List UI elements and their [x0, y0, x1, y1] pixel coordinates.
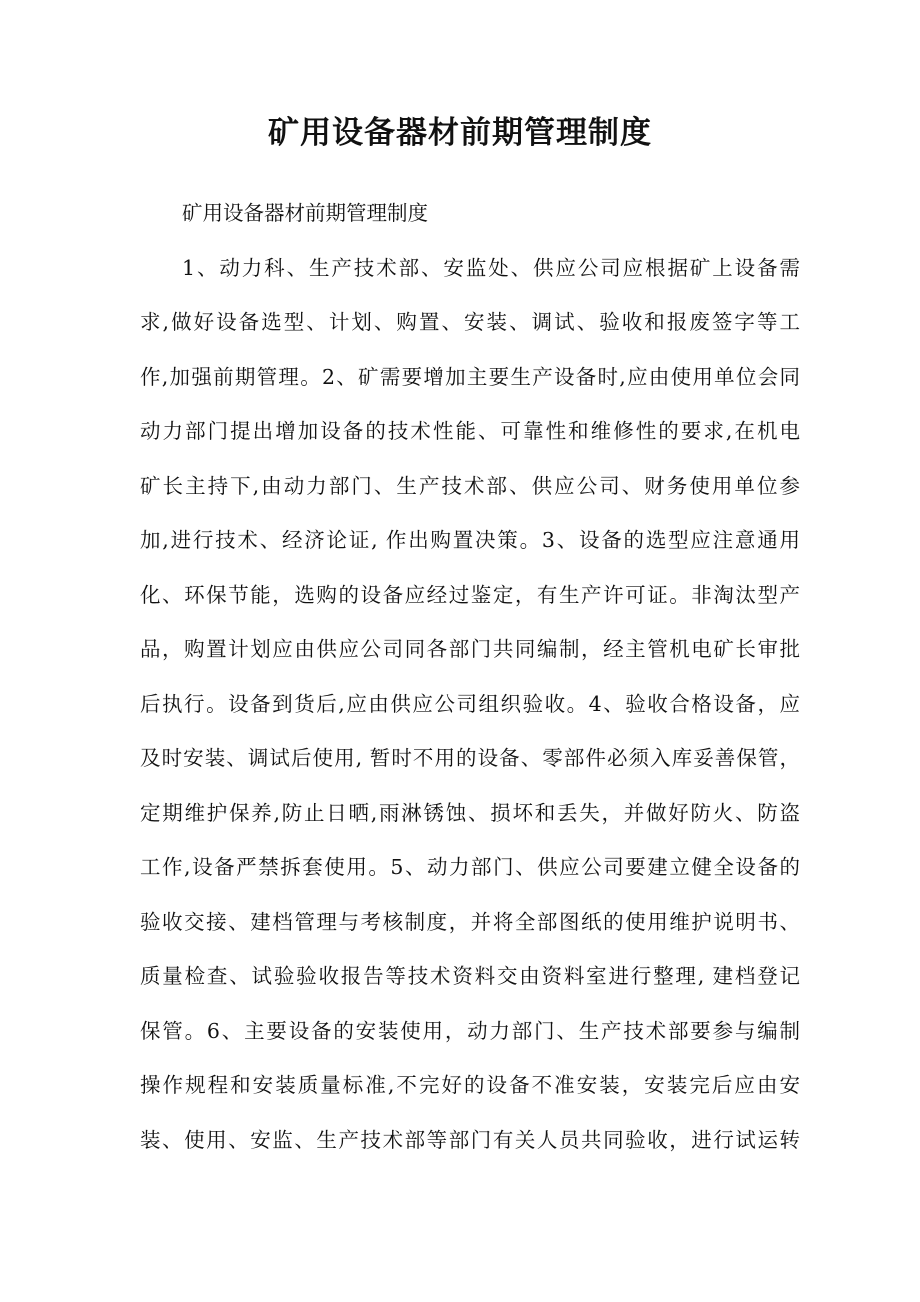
paragraph-line: 矿长主持下,由动力部门、生产技术部、供应公司、财务使用单位参: [140, 473, 800, 498]
paragraph-line: 作,加强前期管理。2、矿需要增加主要生产设备时,应由使用单位会同: [140, 364, 800, 389]
paragraph-line: 质量检查、试验验收报告等技术资料交由资料室进行整理, 建档登记: [140, 964, 800, 988]
paragraph-line: 化、环保节能，选购的设备应经过鉴定，有生产许可证。非淘汰型产: [140, 582, 800, 607]
paragraph-line: 求,做好设备选型、计划、购置、安装、调试、验收和报废签字等工: [140, 310, 800, 334]
paragraph-line: 动力部门提出增加设备的技术性能、可靠性和维修性的要求,在机电: [140, 419, 800, 443]
paragraph-line: 后执行。设备到货后,应由供应公司组织验收。4、验收合格设备，应: [140, 691, 800, 716]
paragraph-line: 加,进行技术、经济论证, 作出购置决策。3、设备的选型应注意通用: [140, 528, 800, 552]
paragraph-line: 定期维护保养,防止日晒,雨淋锈蚀、损坏和丢失，并做好防火、防盗: [140, 800, 800, 825]
paragraph-line: 验收交接、建档管理与考核制度，并将全部图纸的使用维护说明书、: [140, 909, 800, 934]
document-title: 矿用设备器材前期管理制度: [268, 115, 652, 151]
paragraph-line: 工作,设备严禁拆套使用。5、动力部门、供应公司要建立健全设备的: [140, 855, 800, 879]
paragraph-line: 1、动力科、生产技术部、安监处、供应公司应根据矿上设备需: [182, 255, 800, 280]
paragraph-line: 操作规程和安装质量标准,不完好的设备不准安装，安装完后应由安: [140, 1073, 800, 1097]
paragraph-line: 保管。6、主要设备的安装使用，动力部门、生产技术部要参与编制: [140, 1018, 800, 1043]
paragraph-line: 及时安装、调试后使用, 暂时不用的设备、零部件必须入库妥善保管，: [140, 746, 800, 770]
document-body: [140, 193, 800, 1174]
paragraph-line: 品，购置计划应由供应公司同各部门共同编制，经主管机电矿长审批: [140, 637, 800, 661]
document-subtitle: 矿用设备器材前期管理制度: [182, 201, 428, 225]
paragraph-line: 装、使用、安监、生产技术部等部门有关人员共同验收，进行试运转: [140, 1127, 800, 1152]
